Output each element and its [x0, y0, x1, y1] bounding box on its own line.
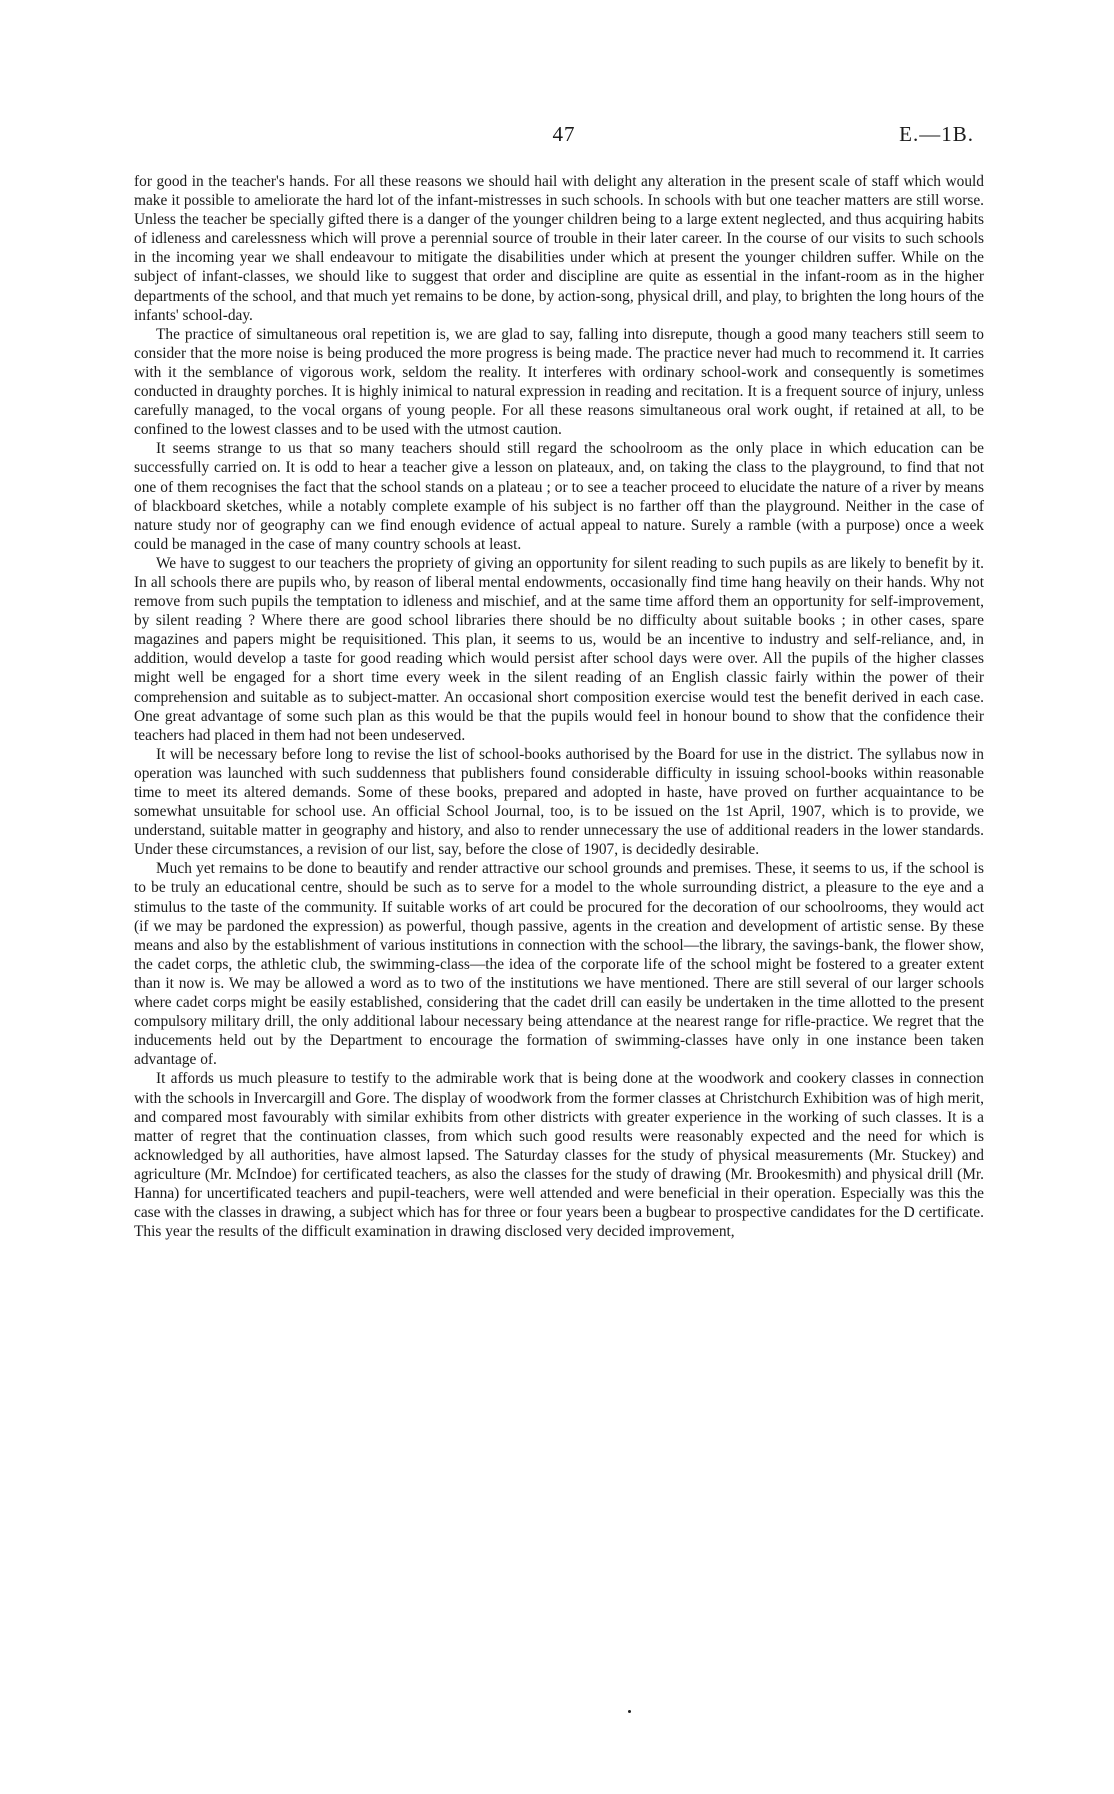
- paragraph-outdoor-education: It seems strange to us that so many teachers should still regard the schoolroom as the only place in which education can be successfully carried on. It is odd to hear a teacher give a lesson on plateaux, and, on taking the class to the playground, to find that not one of them recognises the fact that the school stands on a plateau ; or to see a teacher proceed to elucidate the nature of a river by means of blackboard sketches, while a notably complete example of his subject is no farther off than the playground. Neither in the case of nature study nor of geography can we find enough evidence of actual appeal to nature. Surely a ramble (with a purpose) once a week could be managed in the case of many country schools at least.: [134, 440, 984, 553]
- print-speck: [628, 1710, 631, 1713]
- paragraph-school-books: It will be necessary before long to revise the list of school-books authorised by the Board for use in the district. The syllabus now in operation was launched with such suddenness that publishers found considerable difficulty in issuing school-books within reasonable time to meet its altered demands. Some of these books, prepared and adopted in haste, have proved on further acquaintance to be somewhat unsuitable for school use. An official School Journal, too, is to be issued on the 1st April, 1907, which is to provide, we understand, suitable matter in geography and history, and also to render unnecessary the use of additional readers in the lower standards. Under these circumstances, a revision of our list, say, before the close of 1907, is decidedly desirable.: [134, 745, 984, 859]
- document-code: E.—1B.: [899, 122, 974, 146]
- paragraph-school-grounds: Much yet remains to be done to beautify and render attractive our school grounds and premises. These, it seems to us, if the school is to be truly an educational centre, should be such as to serve for a model to the whole surrounding district, a pleasure to the eye and a stimulus to the taste of the community. If suitable works of art could be procured for the decoration of our schoolrooms, they would act (if we may be pardoned the expression) as powerful, though passive, agents in the creation and development of artistic sense. By these means and also by the establishment of various institutions in connection with the school—the library, the savings-bank, the flower show, the cadet corps, the athletic club, the swimming-class—the idea of the corporate life of the school might be fostered to a greater extent than it now is. We may be allowed a word as to two of the institutions we have mentioned. There are still several of our larger schools where cadet corps might be easily established, considering that the cadet drill can easily be undertaken in the time allotted to the present compulsory military drill, the only additional labour necessary being attendance at the nearest range for rifle-practice. We regret that the inducements held out by the Department to encourage the formation of swimming-classes have only in one instance been taken advantage of.: [134, 860, 984, 1069]
- paragraph-silent-reading: We have to suggest to our teachers the propriety of giving an opportunity for silent reading to such pupils as are likely to benefit by it. In all schools there are pupils who, by reason of liberal mental endowments, occasionally find time hang heavily on their hands. Why not remove from such pupils the temptation to idleness and mischief, and at the same time afford them an opportunity for self-improvement, by silent reading ? Where there are good school libraries there should be no difficulty about suitable books ; in other cases, spare magazines and papers might be requisitioned. This plan, it seems to us, would be an incentive to industry and self-reliance, and, in addition, would develop a taste for good reading which would persist after school days were over. All the pupils of the higher classes might well be engaged for a short time every week in the silent reading of an English classic fairly within the power of their comprehension and suitable as to subject-matter. An occasional short composition exercise would test the benefit derived in each case. One great advantage of some such plan as this would be that the pupils would feel in honour bound to show that the confidence their teachers had placed in them had not been undeserved.: [134, 554, 984, 744]
- page-number: 47: [552, 122, 576, 146]
- paragraph-woodwork-classes: It affords us much pleasure to testify to the admirable work that is being done at the woodwork and cookery classes in connection with the schools in Invercargill and Gore. The display of woodwork from the former classes at Christchurch Exhibition was of high merit, and compared most favourably with similar exhibits from other districts with greater experience in the working of such classes. It is a matter of regret that the continuation classes, from which such good results were reasonably expected and the need for which is acknowledged by all authorities, have almost lapsed. The Saturday classes for the study of physical measurements (Mr. Stuckey) and agriculture (Mr. McIndoe) for certificated teachers, as also the classes for the study of drawing (Mr. Brookesmith) and physical drill (Mr. Hanna) for uncertificated teachers and pupil-teachers, were well attended and were beneficial in their operation. Especially was this the case with the classes in drawing, a subject which has for three or four years been a bugbear to prospective candidates for the D certificate. This year the results of the difficult examination in drawing disclosed very decided improvement,: [134, 1070, 984, 1241]
- body-text: [134, 172, 984, 1241]
- paragraph-oral-repetition: The practice of simultaneous oral repetition is, we are glad to say, falling into disrepute, though a good many teachers still seem to consider that the more noise is being produced the more progress is being made. The practice never had much to recommend it. It carries with it the semblance of vigorous work, seldom the reality. It interferes with ordinary school-work and consequently is sometimes conducted in draughty porches. It is highly inimical to natural expression in reading and recitation. It is a frequent source of injury, unless carefully managed, to the vocal organs of young people. For all these reasons simultaneous oral work ought, if retained at all, to be confined to the lowest classes and to be used with the utmost caution.: [134, 325, 984, 439]
- paragraph-infant-classes: for good in the teacher's hands. For all these reasons we should hail with delight any alteration in the present scale of staff which would make it possible to ameliorate the hard lot of the infant-mistresses in such schools. In schools with but one teacher matters are still worse. Unless the teacher be specially gifted there is a danger of the younger children being to a large extent neglected, and thus acquiring habits of idleness and carelessness which will prove a perennial source of trouble in their later career. In the course of our visits to such schools in the incoming year we shall endeavour to mitigate the disabilities under which at present the younger children suffer. While on the subject of infant-classes, we should like to suggest that order and discipline are quite as essential in the infant-room as in the higher departments of the school, and that much yet remains to be done, by action-song, physical drill, and play, to brighten the long hours of the infants' school-day.: [134, 173, 984, 324]
